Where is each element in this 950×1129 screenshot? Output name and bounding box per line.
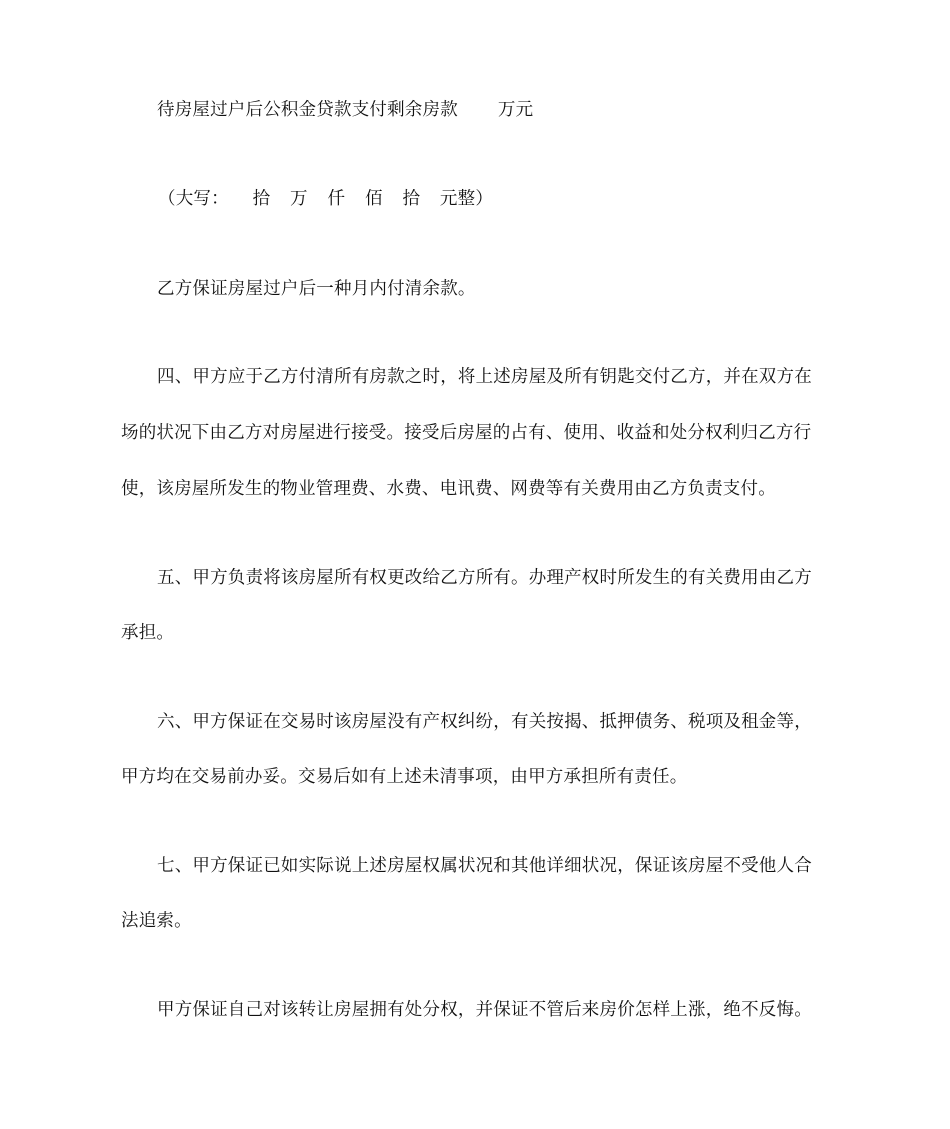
daxie-label: （大写： [158, 189, 229, 209]
daxie-unit-shi-1: 拾 [252, 189, 271, 209]
closing-line: 甲方保证自己对该转让房屋拥有处分权，并保证不管后来房价怎样上涨，绝不反悔。 [157, 1000, 812, 1020]
clause6-line2: 甲方均在交易前办妥。交易后如有上述未清事项，由甲方承担所有责任。 [121, 767, 688, 787]
clause5-line1: 五、甲方负责将该房屋所有权更改给乙方所有。办理产权时所发生的有关费用由乙方 [157, 568, 812, 588]
daxie-unit-qian: 仟 [327, 189, 346, 209]
clause4-line1: 四、甲方应于乙方付清所有房款之时，将上述房屋及所有钥匙交付乙方，并在双方在 [157, 367, 812, 387]
clause6-line1: 六、甲方保证在交易时该房屋没有产权纠纷，有关按揭、抵押债务、税项及租金等， [157, 712, 812, 732]
clause5-line2: 承担。 [121, 623, 175, 643]
daxie-end: 元整） [439, 189, 494, 209]
amount-unit: 万元 [497, 100, 534, 120]
clause4-line2: 场的状况下由乙方对房屋进行接受。接受后房屋的占有、使用、收益和处分权利归乙方行 [121, 423, 812, 443]
daxie-unit-shi-2: 拾 [402, 189, 421, 209]
daxie-line [158, 187, 870, 211]
clause7-line1: 七、甲方保证已如实际说上述房屋权属状况和其他详细状况，保证该房屋不受他人合 [157, 856, 812, 876]
clause4-line3: 使，该房屋所发生的物业管理费、水费、电讯费、网费等有关费用由乙方负责支付。 [121, 479, 776, 499]
daxie-unit-bai: 佰 [364, 189, 383, 209]
payment-guarantee: 乙方保证房屋过户后一种月内付清余款。 [157, 279, 476, 299]
clause7-line2: 法追索。 [121, 911, 192, 931]
remaining-payment-line [121, 98, 833, 122]
remaining-payment-text: 待房屋过户后公积金贷款支付剩余房款 [157, 100, 458, 120]
daxie-unit-wan: 万 [290, 189, 308, 209]
